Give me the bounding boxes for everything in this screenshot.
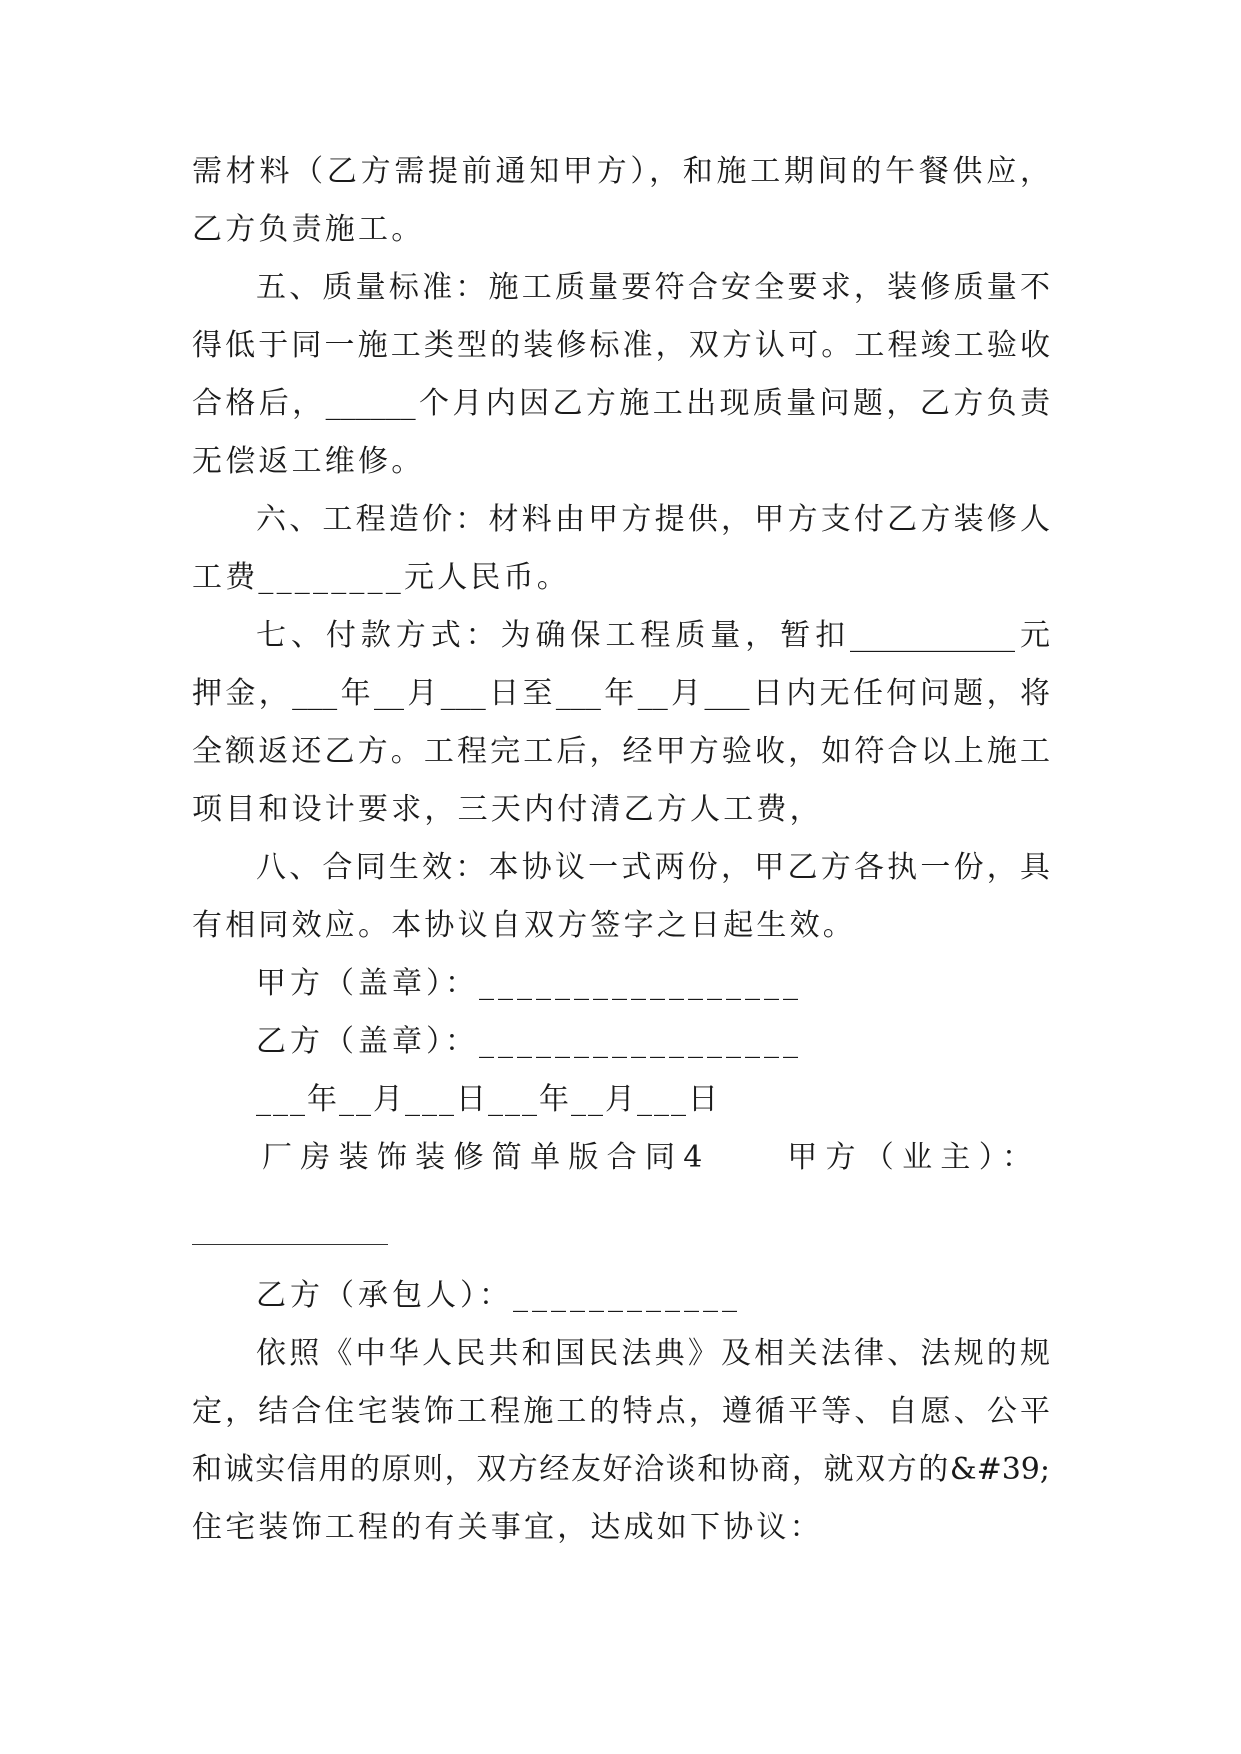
paragraph-line: 工费________元人民币。 xyxy=(192,560,570,595)
paragraph-line: 全额返还乙方。工程完工后，经甲方验收，如符合以上施工 xyxy=(192,734,1050,769)
contract-title-line: 厂房装饰装修简单版合同4 甲方（业主）： xyxy=(262,1140,1032,1175)
preamble-line: 依照《中华人民共和国民法典》及相关法律、法规的规 xyxy=(256,1336,1050,1371)
paragraph-line: 住宅装饰工程的有关事宜，达成如下协议： xyxy=(192,1510,823,1545)
paragraph-line: 无偿返工维修。 xyxy=(192,444,425,479)
paragraph-line: 得低于同一施工类型的装修标准，双方认可。工程竣工验收 xyxy=(192,328,1050,363)
clause-seven-heading-line: 七、付款方式：为确保工程质量，暂扣___________元 xyxy=(256,618,1050,653)
contractor-line: 乙方（承包人）：____________ xyxy=(256,1278,741,1313)
signature-underline xyxy=(192,1244,388,1245)
paragraph-line: 项目和设计要求，三天内付清乙方人工费， xyxy=(192,792,823,827)
paragraph-line: 定，结合住宅装饰工程施工的特点，遵循平等、自愿、公平 xyxy=(192,1394,1050,1429)
party-a-seal-line: 甲方（盖章）：_________________ xyxy=(256,966,802,1001)
paragraph-line: 押金，___年__月___日至___年__月___日内无任何问题，将 xyxy=(192,676,1050,711)
date-line: ___年__月___日___年__月___日 xyxy=(256,1082,720,1117)
paragraph-line: 合格后，______个月内因乙方施工出现质量问题，乙方负责 xyxy=(192,386,1050,421)
clause-five-heading-line: 五、质量标准：施工质量要符合安全要求，装修质量不 xyxy=(256,270,1050,305)
paragraph-line: 和诚实信用的原则，双方经友好洽谈和协商，就双方的&#39; xyxy=(192,1452,1050,1487)
paragraph-line: 需材料（乙方需提前通知甲方），和施工期间的午餐供应， xyxy=(192,154,1050,189)
paragraph-line: 有相同效应。本协议自双方签字之日起生效。 xyxy=(192,908,856,943)
party-b-seal-line: 乙方（盖章）：_________________ xyxy=(256,1024,802,1059)
paragraph-line: 乙方负责施工。 xyxy=(192,212,425,247)
clause-six-heading-line: 六、工程造价：材料由甲方提供，甲方支付乙方装修人 xyxy=(256,502,1050,537)
clause-eight-heading-line: 八、合同生效：本协议一式两份，甲乙方各执一份，具 xyxy=(256,850,1050,885)
